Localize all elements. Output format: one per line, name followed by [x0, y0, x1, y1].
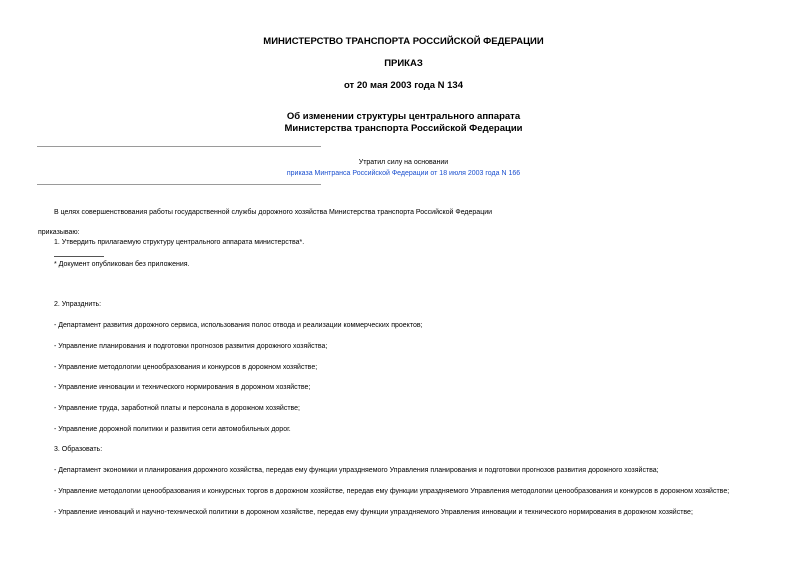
- preamble: В целях совершенствования работы государственной службы дорожного хозяйства Министерства транспорта Российской Федерации: [54, 209, 493, 216]
- list-item: - Управление инновации и технического нормирования в дорожном хозяйстве;: [54, 384, 311, 391]
- footnote: * Документ опубликован без приложения.: [54, 261, 190, 268]
- status-link[interactable]: приказа Минтранса Российской Федерации от 18 июля 2003 года N 166: [286, 170, 521, 177]
- list-item: - Управление дорожной политики и развития сети автомобильных дорог.: [54, 426, 291, 433]
- list-item: - Управление методологии ценообразования и конкурсов в дорожном хозяйстве;: [54, 364, 318, 371]
- divider-bottom: [37, 184, 321, 185]
- status-text: Утратил силу на основании: [358, 159, 449, 166]
- list-item: - Департамент развития дорожного сервиса, использования полос отвода и реализации коммерческих проектов;: [54, 322, 423, 329]
- item-1: 1. Утвердить прилагаемую структуру центрального аппарата министерства*.: [54, 239, 305, 246]
- list-item: - Управление труда, заработной платы и персонала в дорожном хозяйстве;: [54, 405, 301, 412]
- list-item: - Управление планирования и подготовки прогнозов развития дорожного хозяйства;: [54, 343, 328, 350]
- doc-date-number: от 20 мая 2003 года N 134: [343, 80, 464, 91]
- doc-type: ПРИКАЗ: [384, 58, 423, 69]
- item-3: 3. Образовать:: [54, 446, 103, 453]
- doc-title-line-2: Министерства транспорта Российской Федерации: [284, 123, 523, 134]
- footnote-rule: [54, 256, 104, 257]
- divider-top: [37, 146, 321, 147]
- ministry-heading: МИНИСТЕРСТВО ТРАНСПОРТА РОССИЙСКОЙ ФЕДЕРАЦИИ: [263, 36, 544, 47]
- item-2: 2. Упразднить:: [54, 301, 102, 308]
- list-item: - Управление методологии ценообразования и конкурсных торгов в дорожном хозяйстве, передав ему функции упраздняемого Управления методологии ценообразования и конкурсов в дорожном хозяйстве;: [54, 488, 730, 495]
- doc-title-line-1: Об изменении структуры центрального аппарата: [286, 111, 521, 122]
- list-item: - Департамент экономики и планирования дорожного хозяйства, передав ему функции упраздняемого Управления планирования и подготовки прогнозов развития дорожного хозяйства;: [54, 467, 659, 474]
- list-item: - Управление инноваций и научно-технической политики в дорожном хозяйстве, передав ему функции упраздняемого Управления инновации и технического нормирования в дорожном хозяйстве;: [54, 509, 693, 516]
- order-word: приказываю:: [38, 229, 80, 236]
